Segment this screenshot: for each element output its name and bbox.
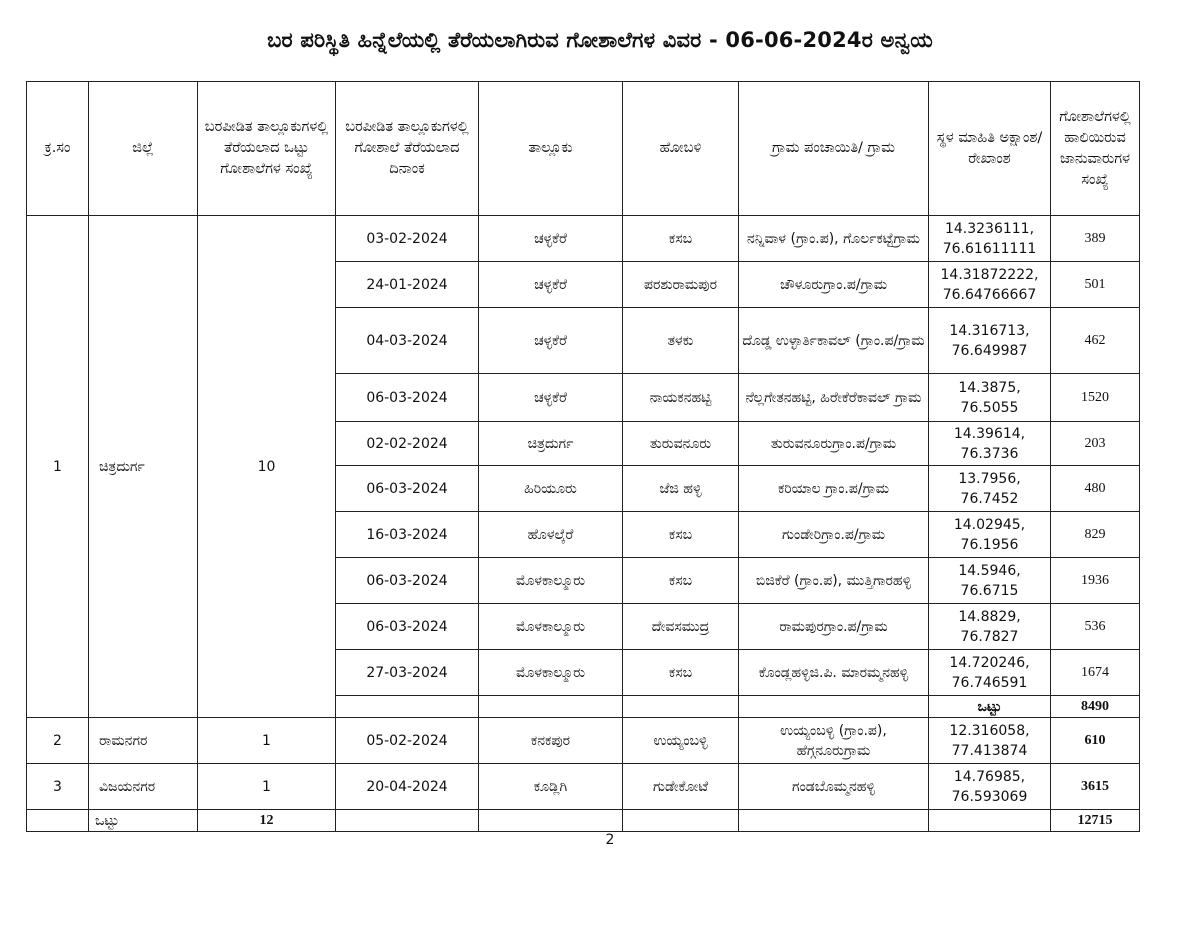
header-taluk: ತಾಲ್ಲೂಕು — [479, 82, 623, 216]
cattle-count-cell: 536 — [1051, 604, 1140, 650]
taluk-cell: ಚಳ್ಳಕೆರೆ — [479, 262, 623, 308]
subtotal-label: ಒಟ್ಟು — [929, 696, 1051, 718]
district-cell: ರಾಮನಗರ — [89, 718, 198, 764]
empty-cell — [27, 810, 89, 832]
grand-total-row — [27, 810, 1140, 832]
location-cell: 14.3236111, 76.61611111 — [929, 216, 1051, 262]
hobli-cell: ತುರುವನೂರು — [623, 422, 739, 466]
cattle-count-cell: 389 — [1051, 216, 1140, 262]
table-row — [27, 764, 1140, 810]
district-cell: ಚಿತ್ರದುರ್ಗ — [89, 216, 198, 718]
serial-number-cell: 1 — [27, 216, 89, 718]
header-total-count: ಬರಪೀಡಿತ ತಾಲ್ಲೂಕುಗಳಲ್ಲಿ ತೆರೆಯಲಾದ ಒಟ್ಟು ಗೋಶಾಲೆಗಳ ಸಂಖ್ಯೆ — [198, 82, 336, 216]
hobli-cell: ಉಯ್ಯಂಬಳ್ಳಿ — [623, 718, 739, 764]
opened-date-cell: 20-04-2024 — [336, 764, 479, 810]
opened-date-cell: 06-03-2024 — [336, 374, 479, 422]
location-cell: 14.31872222, 76.64766667 — [929, 262, 1051, 308]
empty-cell — [336, 810, 479, 832]
grand-total-label: ಒಟ್ಟು — [89, 810, 198, 832]
taluk-cell: ಚಳ್ಳಕೆರೆ — [479, 216, 623, 262]
location-cell: 14.3875, 76.5055 — [929, 374, 1051, 422]
header-serial-number: ಕ್ರ.ಸಂ — [27, 82, 89, 216]
opened-date-cell: 27-03-2024 — [336, 650, 479, 696]
cattle-count-cell: 1936 — [1051, 558, 1140, 604]
goshala-table — [26, 81, 1140, 832]
grand-total-count: 12 — [198, 810, 336, 832]
district-cell: ವಿಜಯನಗರ — [89, 764, 198, 810]
location-cell: 14.8829, 76.7827 — [929, 604, 1051, 650]
table-row — [27, 216, 1140, 262]
opened-date-cell: 24-01-2024 — [336, 262, 479, 308]
table-header — [27, 82, 1140, 216]
header-hobli: ಹೋಬಳಿ — [623, 82, 739, 216]
empty-cell — [336, 696, 479, 718]
taluk-cell: ಮೊಳಕಾಲ್ಮೂರು — [479, 604, 623, 650]
cattle-count-cell: 1674 — [1051, 650, 1140, 696]
hobli-cell: ದೇವಸಮುದ್ರ — [623, 604, 739, 650]
taluk-cell: ಚಳ್ಳಕೆರೆ — [479, 374, 623, 422]
village-cell: ದೊಡ್ಡ ಉಳ್ಳಾರ್ತಿಕಾವಲ್ (ಗ್ರಾಂ.ಪ/ಗ್ರಾಮ — [739, 308, 929, 374]
hobli-cell: ಕಸಬ — [623, 650, 739, 696]
table-body — [27, 216, 1140, 832]
header-opened-date: ಬರಪೀಡಿತ ತಾಲ್ಲೂಕುಗಳಲ್ಲಿ ಗೋಶಾಲೆ ತೆರೆಯಲಾದ ದಿನಾಂಕ — [336, 82, 479, 216]
goshala-count-cell: 1 — [198, 764, 336, 810]
hobli-cell: ತಳಕು — [623, 308, 739, 374]
opened-date-cell: 02-02-2024 — [336, 422, 479, 466]
village-cell: ತುರುವನೂರುಗ್ರಾಂ.ಪ/ಗ್ರಾಮ — [739, 422, 929, 466]
opened-date-cell: 05-02-2024 — [336, 718, 479, 764]
subtotal-value: 8490 — [1051, 696, 1140, 718]
hobli-cell: ನಾಯಕನಹಟ್ಟಿ — [623, 374, 739, 422]
serial-number-cell: 2 — [27, 718, 89, 764]
cattle-count-cell: 203 — [1051, 422, 1140, 466]
page-number: 2 — [605, 832, 615, 848]
opened-date-cell: 06-03-2024 — [336, 604, 479, 650]
location-cell: 14.76985, 76.593069 — [929, 764, 1051, 810]
taluk-cell: ಹೊಳಲ್ಕೆರೆ — [479, 512, 623, 558]
header-district: ಜಿಲ್ಲೆ — [89, 82, 198, 216]
hobli-cell: ಗುಡೇಕೋಟೆ — [623, 764, 739, 810]
location-cell: 14.39614, 76.3736 — [929, 422, 1051, 466]
table-row — [27, 718, 1140, 764]
location-cell: 13.7956, 76.7452 — [929, 466, 1051, 512]
village-cell: ನೆಲ್ಲಗೇತನಹಟ್ಟಿ, ಹಿರೇಕೆರೆಕಾವಲ್ ಗ್ರಾಮ — [739, 374, 929, 422]
header-village: ಗ್ರಾಮ ಪಂಚಾಯಿತಿ/ ಗ್ರಾಮ — [739, 82, 929, 216]
cattle-count-cell: 610 — [1051, 718, 1140, 764]
location-cell: 14.5946, 76.6715 — [929, 558, 1051, 604]
taluk-cell: ಮೊಳಕಾಲ್ಮೂರು — [479, 650, 623, 696]
opened-date-cell: 06-03-2024 — [336, 558, 479, 604]
cattle-count-cell: 3615 — [1051, 764, 1140, 810]
taluk-cell: ಕೂಡ್ಲಿಗಿ — [479, 764, 623, 810]
opened-date-cell: 16-03-2024 — [336, 512, 479, 558]
empty-cell — [623, 696, 739, 718]
village-cell: ನನ್ನಿವಾಳ (ಗ್ರಾಂ.ಪ), ಗೊರ್ಲಕಟ್ಟೆಗ್ರಾಮ — [739, 216, 929, 262]
cattle-count-cell: 480 — [1051, 466, 1140, 512]
location-cell: 14.720246, 76.746591 — [929, 650, 1051, 696]
empty-cell — [739, 810, 929, 832]
opened-date-cell: 06-03-2024 — [336, 466, 479, 512]
cattle-count-cell: 1520 — [1051, 374, 1140, 422]
hobli-cell: ಕಸಬ — [623, 512, 739, 558]
hobli-cell: ಕಸಬ — [623, 558, 739, 604]
empty-cell — [623, 810, 739, 832]
opened-date-cell: 03-02-2024 — [336, 216, 479, 262]
serial-number-cell: 3 — [27, 764, 89, 810]
empty-cell — [929, 810, 1051, 832]
village-cell: ಕೊಂಡ್ಲಹಳ್ಳಿಜಿ.ಪಿ. ಮಾರಮ್ಮನಹಳ್ಳಿ — [739, 650, 929, 696]
hobli-cell: ಜೆಜಿ ಹಳ್ಳಿ — [623, 466, 739, 512]
village-cell: ಉಯ್ಯಂಬಳ್ಳಿ (ಗ್ರಾಂ.ಪ), ಹೆಗ್ಗನೂರುಗ್ರಾಮ — [739, 718, 929, 764]
village-cell: ಚೌಳೂರುಗ್ರಾಂ.ಪ/ಗ್ರಾಮ — [739, 262, 929, 308]
empty-cell — [739, 696, 929, 718]
cattle-count-cell: 829 — [1051, 512, 1140, 558]
location-cell: 14.02945, 76.1956 — [929, 512, 1051, 558]
goshala-count-cell: 10 — [198, 216, 336, 718]
header-location: ಸ್ಥಳ ಮಾಹಿತಿ ಅಕ್ಷಾಂಶ/ ರೇಖಾಂಶ — [929, 82, 1051, 216]
opened-date-cell: 04-03-2024 — [336, 308, 479, 374]
goshala-count-cell: 1 — [198, 718, 336, 764]
hobli-cell: ಪರಶುರಾಮಪುರ — [623, 262, 739, 308]
village-cell: ಗಂಡಬೊಮ್ಮನಹಳ್ಳಿ — [739, 764, 929, 810]
hobli-cell: ಕಸಬ — [623, 216, 739, 262]
empty-cell — [479, 696, 623, 718]
grand-total-cattle: 12715 — [1051, 810, 1140, 832]
empty-cell — [479, 810, 623, 832]
cattle-count-cell: 501 — [1051, 262, 1140, 308]
village-cell: ರಾಮಪುರಗ್ರಾಂ.ಪ/ಗ್ರಾಮ — [739, 604, 929, 650]
taluk-cell: ಹಿರಿಯೂರು — [479, 466, 623, 512]
taluk-cell: ಚಿತ್ರದುರ್ಗ — [479, 422, 623, 466]
location-cell: 12.316058, 77.413874 — [929, 718, 1051, 764]
document-title: ಬರ ಪರಿಸ್ಥಿತಿ ಹಿನ್ನೆಲೆಯಲ್ಲಿ ತೆರೆಯಲಾಗಿರುವ ಗೋಶಾಲೆಗಳ ವಿವರ - 06-06-2024ರ ಅನ್ವಯ — [267, 28, 933, 52]
cattle-count-cell: 462 — [1051, 308, 1140, 374]
header-cattle-count: ಗೋಶಾಲೆಗಳಲ್ಲಿ ಹಾಲಿಯಿರುವ ಜಾನುವಾರುಗಳ ಸಂಖ್ಯೆ — [1051, 82, 1140, 216]
taluk-cell: ಕನಕಪುರ — [479, 718, 623, 764]
village-cell: ಕರಿಯಾಲ ಗ್ರಾಂ.ಪ/ಗ್ರಾಮ — [739, 466, 929, 512]
taluk-cell: ಚಳ್ಳಕೆರೆ — [479, 308, 623, 374]
taluk-cell: ಮೊಳಕಾಲ್ಮೂರು — [479, 558, 623, 604]
location-cell: 14.316713, 76.649987 — [929, 308, 1051, 374]
village-cell: ಬಿಜಿಕೆರೆ (ಗ್ರಾಂ.ಪ), ಮುತ್ತಿಗಾರಹಳ್ಳಿ — [739, 558, 929, 604]
village-cell: ಗುಂಡೇರಿಗ್ರಾಂ.ಪ/ಗ್ರಾಮ — [739, 512, 929, 558]
